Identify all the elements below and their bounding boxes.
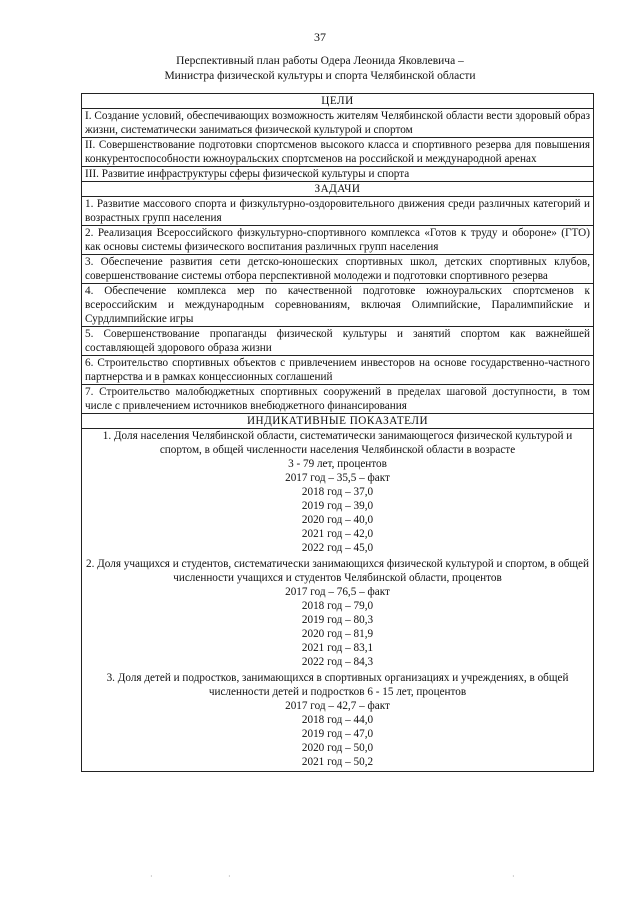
- indicator-2-value: 2019 год – 80,3: [301, 614, 374, 626]
- goal-row: [82, 109, 594, 138]
- indicator-3-value: 2020 год – 50,0: [301, 742, 374, 754]
- scan-speck: ·: [512, 872, 515, 881]
- heading-line-2: Министра физической культуры и спорта Челябинской области: [164, 70, 476, 82]
- goals-header: ЦЕЛИ: [82, 94, 594, 109]
- scan-artifacts: [0, 872, 640, 884]
- indicator-2-value: 2017 год – 76,5 – факт: [285, 586, 390, 598]
- task-row: [82, 284, 594, 327]
- document-heading: [80, 54, 560, 84]
- indicator-1-subtitle: 3 - 79 лет, процентов: [288, 458, 387, 470]
- task-item-6: 6. Строительство спортивных объектов с привлечением инвесторов на основе государственно-частного партнерства и в рамках концессионных соглашений: [82, 356, 594, 385]
- tasks-header: ЗАДАЧИ: [82, 182, 594, 197]
- heading-line-1: Перспективный план работы Одера Леонида Яковлевича –: [176, 55, 464, 67]
- task-item-1: 1. Развитие массового спорта и физкультурно-оздоровительного движения среди различных категорий и возрастных групп населения: [82, 197, 594, 226]
- goal-row: [82, 167, 594, 182]
- indicators-cell: [82, 429, 594, 772]
- indicators-header-row: [82, 414, 594, 429]
- task-item-5: 5. Совершенствование пропаганды физической культуры и занятий спортом как важнейшей составляющей здорового образа жизни: [82, 327, 594, 356]
- goals-header-row: [82, 94, 594, 109]
- indicator-1-title: 1. Доля населения Челябинской области, систематически занимающегося физической культурой и спортом, в общей численности населения Челябинской области в возрасте: [102, 430, 573, 456]
- indicator-3-value: 2019 год – 47,0: [301, 728, 374, 740]
- indicator-3: [85, 671, 590, 771]
- task-item-7: 7. Строительство малобюджетных спортивных сооружений в пределах шаговой доступности, в том числе с привлечением источников внебюджетного финансирования: [82, 385, 594, 414]
- indicator-2-value: 2018 год – 79,0: [301, 600, 374, 612]
- indicator-1-value: 2020 год – 40,0: [301, 514, 374, 526]
- indicators-row: [82, 429, 594, 772]
- task-item-4: 4. Обеспечение комплекса мер по качественной подготовке южноуральских спортсменов к всероссийским и международным соревнованиям, включая Олимпийские, Паралимпийские и Сурдлимпийские игры: [82, 284, 594, 327]
- goal-item-3: III. Развитие инфраструктуры сферы физической культуры и спорта: [82, 167, 594, 182]
- plan-table: [81, 93, 594, 772]
- indicators-header: ИНДИКАТИВНЫЕ ПОКАЗАТЕЛИ: [82, 414, 594, 429]
- indicator-3-value: 2021 год – 50,2: [301, 756, 374, 768]
- task-row: [82, 197, 594, 226]
- indicator-2: [85, 557, 590, 671]
- indicator-1-value: 2017 год – 35,5 – факт: [285, 472, 390, 484]
- indicator-3-value: 2018 год – 44,0: [301, 714, 374, 726]
- task-row: [82, 226, 594, 255]
- tasks-header-row: [82, 182, 594, 197]
- indicator-1-value: 2022 год – 45,0: [301, 542, 374, 554]
- scan-speck: ·: [228, 872, 231, 881]
- indicator-1-value: 2019 год – 39,0: [301, 500, 374, 512]
- task-row: [82, 255, 594, 284]
- goal-item-2: II. Совершенствование подготовки спортсменов высокого класса и спортивного резерва для повышения конкурентоспособности южноуральских спортсменов на российской и международной аренах: [82, 138, 594, 167]
- indicator-2-value: 2022 год – 84,3: [301, 656, 374, 668]
- goal-row: [82, 138, 594, 167]
- task-row: [82, 385, 594, 414]
- goal-item-1: I. Создание условий, обеспечивающих возможность жителям Челябинской области вести здоровый образ жизни, систематически заниматься физической культурой и спортом: [82, 109, 594, 138]
- page-number: 37: [314, 30, 326, 44]
- task-item-2: 2. Реализация Всероссийского физкультурно-спортивного комплекса «Готов к труду и обороне» (ГТО) как основы системы физического воспитания различных групп населения: [82, 226, 594, 255]
- indicator-1: [85, 429, 590, 557]
- indicator-2-value: 2020 год – 81,9: [301, 628, 374, 640]
- indicator-1-value: 2021 год – 42,0: [301, 528, 374, 540]
- task-row: [82, 356, 594, 385]
- indicator-2-title: 2. Доля учащихся и студентов, систематически занимающихся физической культурой и спортом, в общей численности учащихся и студентов Челябинской области, процентов: [85, 558, 589, 584]
- indicator-1-value: 2018 год – 37,0: [301, 486, 374, 498]
- scan-speck: ·: [150, 872, 153, 881]
- task-item-3: 3. Обеспечение развития сети детско-юношеских спортивных школ, детских спортивных клубов, совершенствование системы отбора перспективной молодежи и подготовки спортивного резерва: [82, 255, 594, 284]
- indicator-3-value: 2017 год – 42,7 – факт: [285, 700, 390, 712]
- indicator-3-title: 3. Доля детей и подростков, занимающихся в спортивных организациях и учреждениях, в общей численности детей и подростков 6 - 15 лет, процентов: [106, 672, 569, 698]
- indicator-2-value: 2021 год – 83,1: [301, 642, 374, 654]
- task-row: [82, 327, 594, 356]
